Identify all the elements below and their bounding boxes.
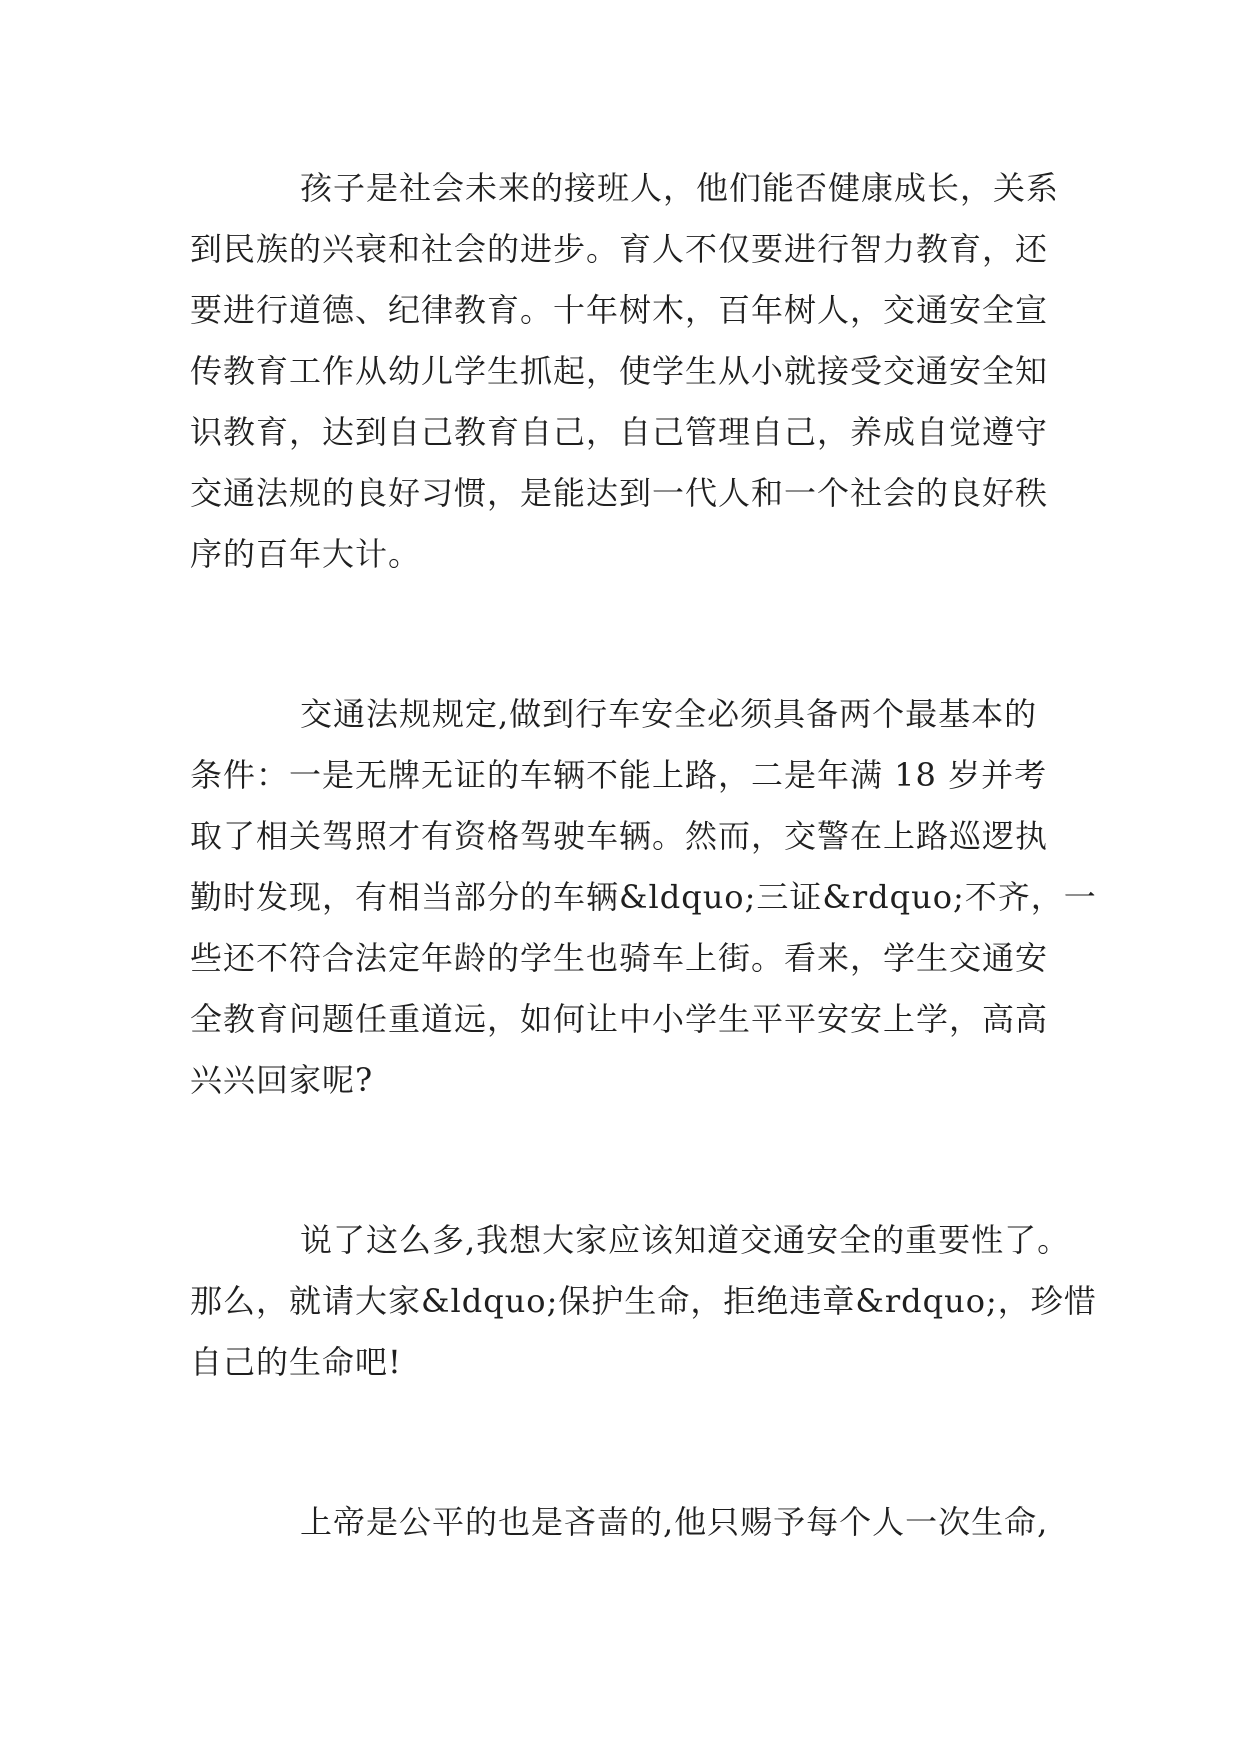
paragraph-line: 勤时发现，有相当部分的车辆&ldquo;三证&rdquo;不齐，一: [190, 878, 1097, 916]
paragraph-line: 兴兴回家呢?: [190, 1061, 374, 1099]
paragraph-4: [190, 1492, 1060, 1553]
paragraph-line: 全教育问题任重道远，如何让中小学生平平安安上学，高高: [190, 1000, 1049, 1038]
paragraph-line: 条件：一是无牌无证的车辆不能上路，二是年满 18 岁并考: [190, 756, 1048, 794]
paragraph-line: 要进行道德、纪律教育。十年树木，百年树人，交通安全宣: [190, 291, 1049, 329]
paragraph-line: 些还不符合法定年龄的学生也骑车上街。看来，学生交通安: [190, 939, 1049, 977]
paragraph-line: 孩子是社会未来的接班人，他们能否健康成长，关系: [300, 169, 1060, 207]
paragraph-line: 序的百年大计。: [190, 535, 422, 573]
paragraph-line: 识教育，达到自己教育自己，自己管理自己，养成自觉遵守: [190, 413, 1049, 451]
paragraph-line: 交通法规的良好习惯，是能达到一代人和一个社会的良好秩: [190, 474, 1049, 512]
paragraph-3: [190, 1210, 1097, 1393]
paragraph-line: 取了相关驾照才有资格驾驶车辆。然而，交警在上路巡逻执: [190, 817, 1049, 855]
paragraph-1: [190, 158, 1060, 585]
paragraph-line: 说了这么多,我想大家应该知道交通安全的重要性了。: [300, 1221, 1071, 1259]
paragraph-line: 交通法规规定,做到行车安全必须具备两个最基本的: [300, 695, 1038, 733]
paragraph-line: 那么，就请大家&ldquo;保护生命，拒绝违章&rdquo;，珍惜: [190, 1282, 1097, 1320]
paragraph-line: 到民族的兴衰和社会的进步。育人不仅要进行智力教育，还: [190, 230, 1049, 268]
paragraph-line: 上帝是公平的也是吝啬的,他只赐予每个人一次生命,: [300, 1503, 1049, 1541]
paragraph-line: 自己的生命吧!: [190, 1343, 402, 1381]
paragraph-line: 传教育工作从幼儿学生抓起，使学生从小就接受交通安全知: [190, 352, 1049, 390]
paragraph-2: [190, 684, 1097, 1111]
